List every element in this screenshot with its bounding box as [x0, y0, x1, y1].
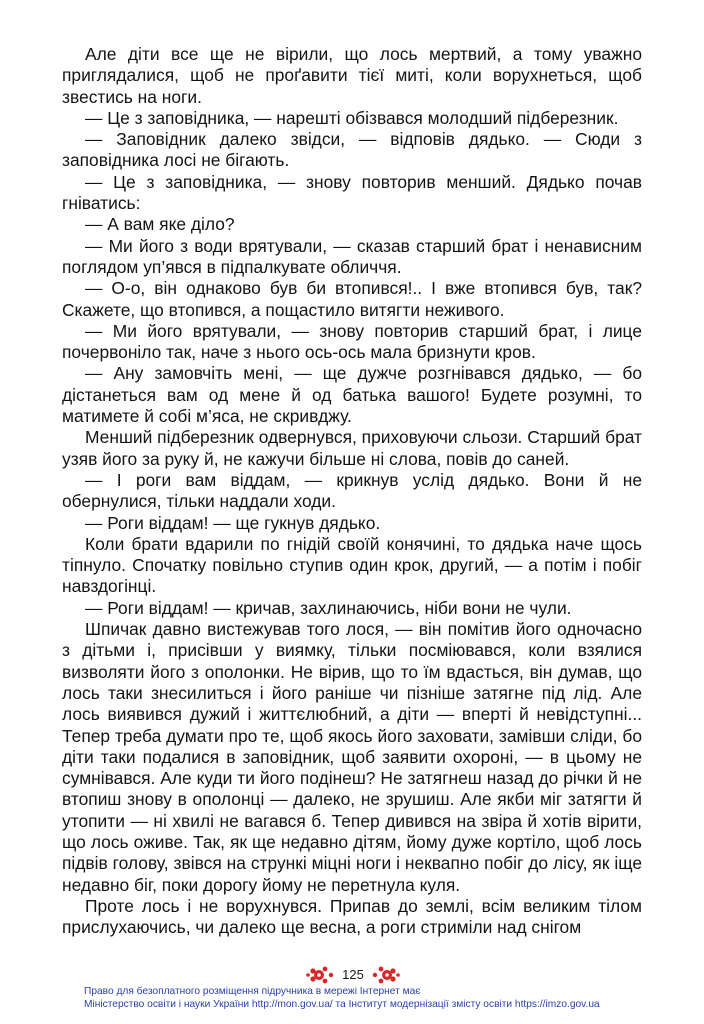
paragraph: — І роги вам віддам, — крикнув услід дядько. Вони й не обернулися, тільки наддали ходи.: [62, 469, 642, 512]
paragraph: — Ану замовчіть мені, — ще дужче розгнівався дядько, — бо дістанеться вам од мене й од батька вашого! Будете розумні, то матимете й собі м’яса, не скривджу.: [62, 363, 642, 427]
license-notice-line-2: Міністерство освіти і науки України http://mon.gov.ua/ та Інститут модернізації змісту освіти https://imzo.gov.ua: [84, 999, 600, 1010]
paragraph: — Роги віддам! — ще гукнув дядько.: [85, 512, 381, 533]
paragraph: — О-о, він однаково був би втопився!.. І вже втопився був, так? Скажете, що втопився, а пощастило витягти неживого.: [62, 278, 642, 320]
page-number: 125: [338, 967, 368, 982]
paragraph: Шпичак давно вистежував того лося, — він помітив його одночасно з дітьми і, присівши у виямку, тільки посміювався, коли взялися визволяти його з ополонки. Не вірив, що то їм вдасться, він думав, що лось таки знесилиться і його раніше чи пізніше затягне під лід. Але лось виявився дужий і життєлюбний, а діти — вперті й невідступні... Тепер треба думати про те, щоб якось його заховати, замівши сліди, бо діти таки подалися в заповідник, щоб заявити охороні, — в цьому не сумнівався. Але куди ти його подінеш? Не затягнеш назад до річки й не втопиш знову в ополонці — далеко, не зрушиш. Але якби міг затягти й утопити — ні хвилі не вагався б. Тепер дивився на звіра й хотів вірити, що лось оживе. Так, як ще недавно дітям, йому дуже кортіло, щоб лось підвів голову, звівся на стрункі міцні ноги і неквапно побіг до лісу, як іще недавно біг, поки дорогу йому не перетнула куля.: [62, 619, 642, 895]
paragraph: — Заповідник далеко звідси, — відповів дядько. — Сюди з заповідника лосі не бігають.: [62, 129, 642, 171]
paragraph: Коли брати вдарили по гнідій своїй конячині, то дядька наче щось тіпнуло. Спочатку повільно ступив один крок, другий, — а потім і побіг навздогінці.: [62, 533, 642, 597]
license-notice-line-1: Право для безоплатного розміщення підручника в мережі Інтернет має: [84, 986, 421, 997]
paragraph: — Це з заповідника, — знову повторив менший. Дядько почав гніватись:: [62, 171, 642, 214]
paragraph: — Роги віддам! — кричав, захлинаючись, ніби вони не чули.: [85, 597, 572, 618]
paragraph: Менший підберезник одвернувся, приховуючи сльози. Старший брат узяв його за руку й, не кажучи більше ні слова, повів до саней.: [62, 427, 642, 469]
paragraph: — Ми його з води врятували, — сказав старший брат і ненависним поглядом уп’явся в підпалкувате обличчя.: [62, 235, 642, 277]
paragraph: Але діти все ще не вірили, що лось мертвий, а тому уважно приглядалися, щоб не проґавити тієї миті, коли ворухнеться, щоб звестись на ноги.: [62, 44, 642, 107]
paragraph: — А вам яке діло?: [85, 214, 235, 235]
paragraph: — Ми його врятували, — знову повторив старший брат, і лице почервоніло так, наче з нього ось-ось мала бризнути кров.: [62, 320, 642, 363]
paragraph: — Це з заповідника, — нарешті обізвався молодший підберезник.: [85, 107, 619, 128]
paragraph: Проте лось і не ворухнувся. Припав до землі, всім великим тілом прислухаючись, чи далеко ще весна, а роги стриміли над снігом: [62, 895, 642, 938]
page-body: [62, 44, 642, 938]
